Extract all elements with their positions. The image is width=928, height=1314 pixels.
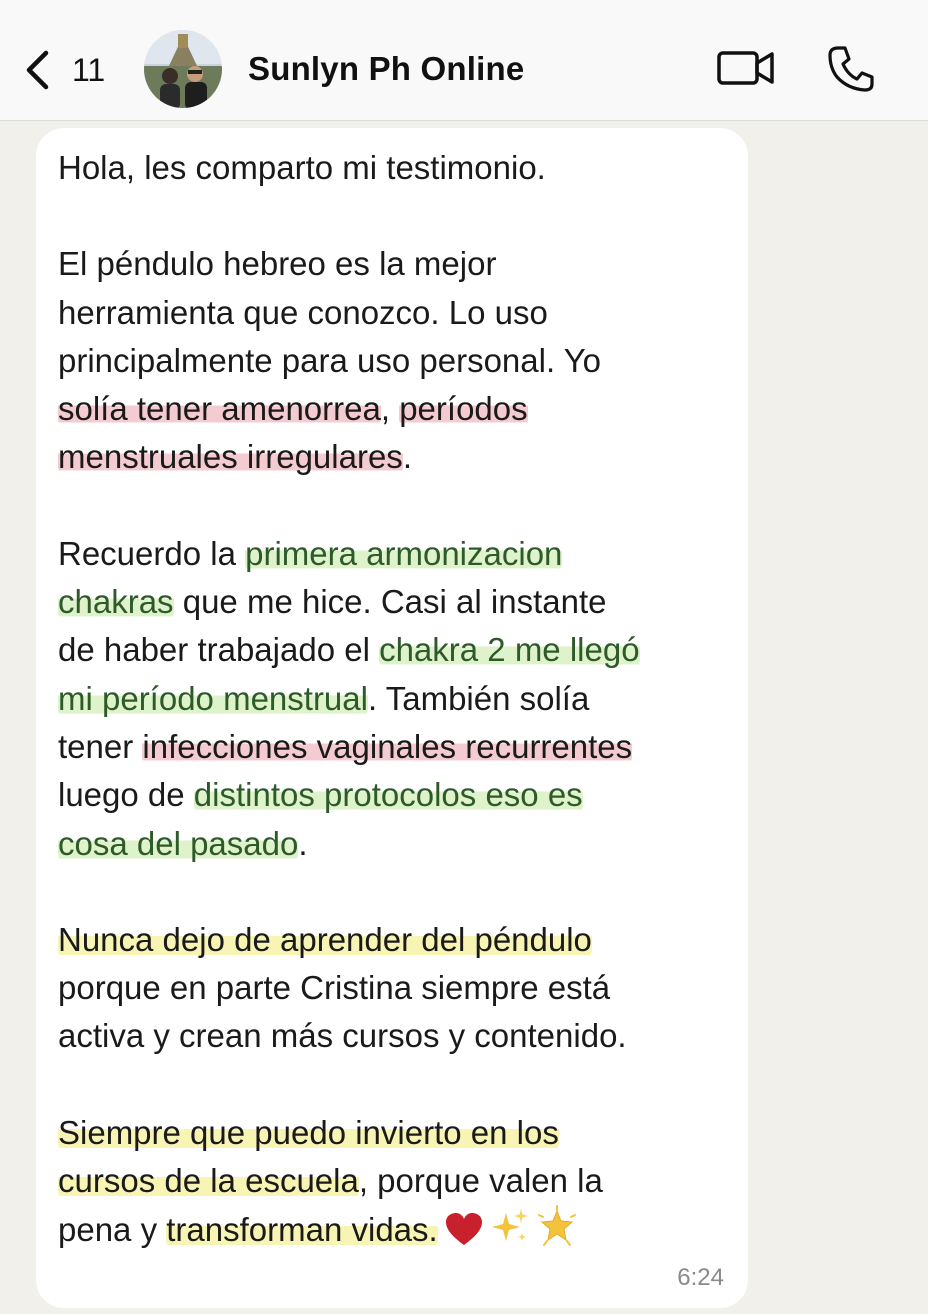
message-line — [58, 1157, 728, 1205]
text-fragment: Recuerdo la — [58, 534, 246, 572]
unread-count: 11 — [72, 51, 106, 88]
message-line — [58, 771, 728, 819]
text-fragment: de haber trabajado el — [58, 631, 380, 669]
message-line: El péndulo hebreo es la mejor — [58, 245, 497, 283]
message-paragraph-4 — [58, 916, 728, 1061]
highlight-red: solía tener amenorrea — [58, 390, 381, 428]
message-line — [58, 385, 728, 433]
text-fragment: que me hice. Casi al instante — [173, 583, 607, 621]
voice-call-button[interactable] — [826, 44, 876, 99]
highlight-red: infecciones vaginales recurrentes — [142, 727, 633, 765]
highlight-green: mi período menstrual — [58, 679, 368, 717]
message-line — [58, 1109, 728, 1157]
phone-icon — [826, 44, 876, 94]
message-line: porque en parte Cristina siempre está — [58, 969, 611, 1007]
highlight-yellow: transforman vidas. — [166, 1211, 438, 1249]
message-line — [58, 1205, 728, 1254]
message-line — [58, 626, 728, 674]
message-line — [58, 916, 728, 964]
message-line — [58, 530, 728, 578]
text-fragment: . — [402, 438, 412, 476]
highlight-green: chakra 2 me llegó — [379, 631, 640, 669]
chat-header — [0, 0, 928, 121]
message-line — [58, 723, 728, 771]
back-button[interactable] — [24, 40, 105, 100]
text-fragment: tener — [58, 727, 143, 765]
video-call-button[interactable] — [716, 48, 776, 93]
message-line: activa y crean más cursos y contenido. — [58, 1017, 627, 1055]
chevron-left-icon — [24, 50, 50, 90]
text-fragment: pena y — [58, 1211, 167, 1249]
message-line — [58, 675, 728, 723]
avatar[interactable] — [144, 30, 222, 108]
message-line — [58, 820, 728, 868]
text-fragment: . — [298, 824, 308, 862]
text-fragment: . También solía — [367, 679, 590, 717]
message-timestamp: 6:24 — [677, 1264, 724, 1291]
highlight-yellow: Nunca dejo de aprender del péndulo — [58, 920, 592, 958]
heart-icon — [444, 1211, 484, 1247]
message-paragraph-1 — [58, 144, 728, 192]
message-paragraph-5 — [58, 1109, 728, 1255]
highlight-green: distintos protocolos eso es — [193, 776, 583, 814]
highlight-green: chakras — [58, 583, 174, 621]
highlight-green: cosa del pasado — [58, 824, 299, 862]
highlight-green: primera armonizacion — [245, 534, 563, 572]
highlight-yellow: cursos de la escuela — [58, 1162, 359, 1200]
text-fragment: , — [380, 390, 400, 428]
message-line: herramienta que conozco. Lo uso — [58, 293, 548, 331]
text-fragment: , porque valen la — [358, 1162, 603, 1200]
video-camera-icon — [716, 48, 776, 88]
message-paragraph-2 — [58, 240, 728, 481]
highlight-red: períodos — [399, 390, 528, 428]
message-line — [58, 433, 728, 481]
message-line: Hola, les comparto mi testimonio. — [58, 149, 546, 186]
text-fragment: luego de — [58, 776, 194, 814]
sparkles-icon — [490, 1207, 530, 1247]
contact-name[interactable]: Sunlyn Ph Online — [248, 50, 525, 87]
glowing-star-icon — [536, 1205, 578, 1247]
message-bubble[interactable] — [36, 128, 748, 1308]
message-line — [58, 578, 728, 626]
highlight-red: menstruales irregulares — [58, 438, 403, 476]
message-line: principalmente para uso personal. Yo — [58, 341, 602, 379]
highlight-yellow: Siempre que puedo invierto en los — [58, 1113, 559, 1151]
message-paragraph-3 — [58, 530, 728, 868]
